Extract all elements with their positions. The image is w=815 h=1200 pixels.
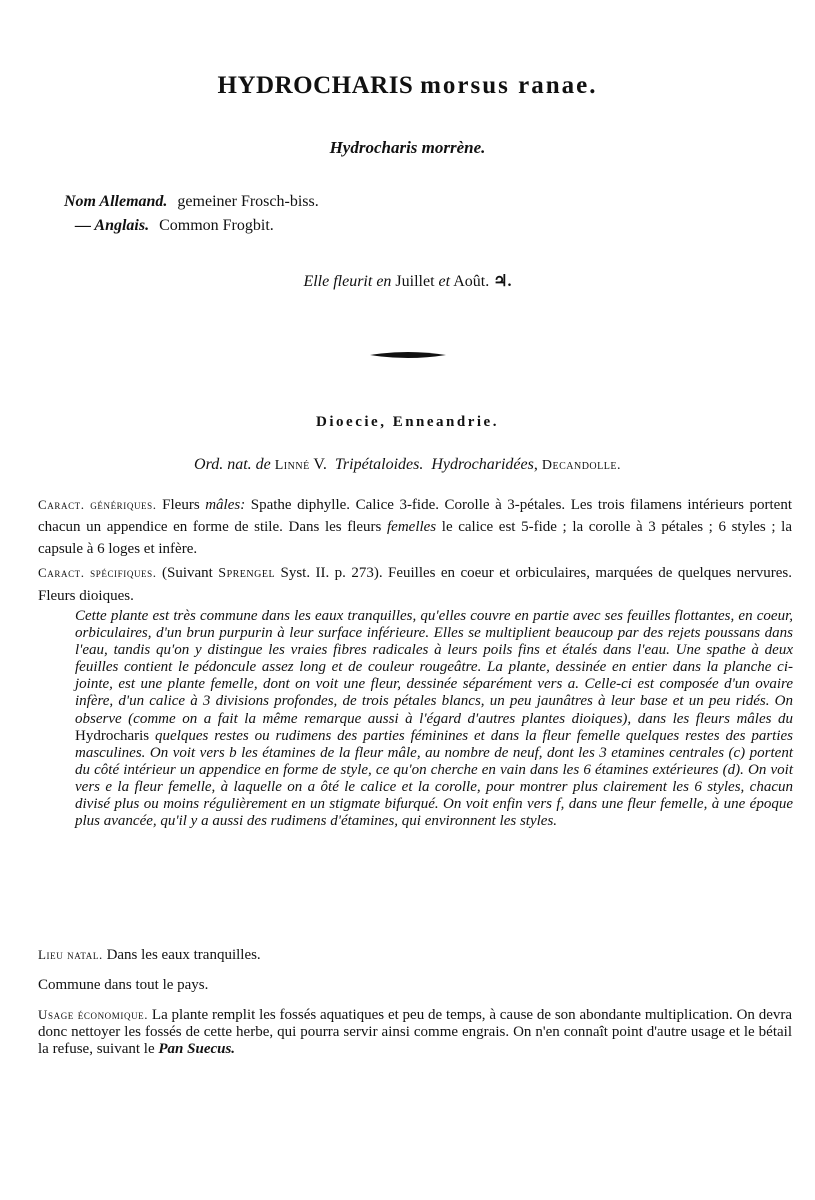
description-paragraph [75, 608, 793, 830]
german-name-row [64, 193, 319, 211]
german-label: Nom Allemand. [64, 193, 168, 210]
generic-text-1: Fleurs [156, 497, 206, 513]
generic-characters [38, 494, 792, 560]
specific-label: Caract. spécifiques. [38, 565, 157, 580]
perennial-symbol: ♃. [493, 273, 512, 290]
description-text-1: Cette plante est très commune dans les eaux tranquilles, qu'elles couvre en partie avec ses feuilles flottantes, en coeur, orbiculaires, d'un brun purpurin à leur surface inférieure. Elles se multiplient beaucoup par des rejets poussans dans l'eau, tandis qu'on y distingue les vraies fibres radicales à leurs poils fins et étalés dans l'eau. Une spathe à deux feuilles contient le pédoncule assez long et de couleur rougeâtre. La plante, dessinée en entier dans la planche ci-jointe, est une plante femelle, dont on voit une fleur, dessinée séparément vers a. Celle-ci est composée d'un ovaire infère, d'un calice à 3 divisions profondes, de trois pétales blancs, un peu jaunâtres à leur base et un peu ridés. On observe (comme on a fait la même remarque aussi à l'égard d'autres plantes dioiques), dans les fleurs mâles du [75, 608, 793, 727]
specific-characters [38, 562, 792, 607]
specific-text-1: (Suivant [156, 565, 219, 581]
natural-order: Ord. nat. de Linné V. Tripétaloides. Hydrocharidées, Decandolle. [194, 456, 621, 473]
ornament-rule-icon [370, 345, 446, 364]
generic-males: mâles: [205, 497, 246, 513]
habitat [38, 944, 792, 966]
flowering-part3: Juillet [395, 273, 435, 290]
usage-label: Usage économique. [38, 1007, 149, 1022]
usage-pan-suecus: Pan Suecus. [158, 1041, 236, 1057]
description-text-2: quelques restes ou rudimens des parties féminines et dans la fleur femelle quelques restes des parties masculines. On voit vers b les étamines de la fleur mâle, au nombre de neuf, dont les 3 etamines centrales (c) portent du côté intérieur un appendice en forme de style, ce qu'on cherche en vain dans les 6 étamines extérieures (d). On voit vers e la fleur femelle, à laquelle on a ôté le calice et la corolle, pour montrer plus clairement les 6 styles, chacun divisé plus ou moins régulièrement en un stigmate bifurqué. On voit enfin vers f, dans une fleur femelle, à une époque plus avancée, qu'il y a aussi des rudimens d'étamines, qui environnent les styles. [75, 727, 793, 830]
linnaean-class: Dioecie, Enneandrie. [316, 414, 499, 430]
flowering-part2: en [376, 273, 392, 290]
flowering-part1: Elle fleurit [303, 273, 373, 290]
english-value: Common Frogbit. [159, 217, 274, 234]
author-decandolle: Decandolle. [541, 458, 621, 473]
genus-name: HYDROCHARIS [217, 72, 414, 99]
english-name-row [75, 217, 274, 235]
usage-text: La plante remplit les fossés aquatiques et peu de temps, à cause de son abondante multiplication. On devra donc nettoyer les fossés de cette herbe, qui pourra servir ainsi comme engrais. On n'en connaît point d'autre usage et le bétail la refuse, suivant le [38, 1007, 793, 1057]
flowering-part4: et [438, 273, 451, 290]
order-numeral: V. [313, 456, 327, 473]
generic-text-3: le calice est 5-fide ; la corolle à 3 pétales ; 6 styles ; la capsule à 6 loges et infère. [38, 519, 792, 557]
order-tripetaloides: Tripétaloides. [334, 456, 424, 473]
description-hydrocharis: Hydrocharis [75, 727, 150, 744]
generic-text-2: Spathe diphylle. Calice 3-fide. Corolle à 3-pétales. Les trois filamens intérieurs portent chacun un appendice en forme de stile. Dans les fleurs [38, 497, 793, 535]
habitat-label: Lieu natal. [38, 947, 103, 962]
flowering-time [0, 271, 815, 291]
author-linne: Linné [274, 458, 310, 473]
habitat-text: Dans les eaux tranquilles. [102, 947, 261, 963]
generic-femelles: femelles [387, 519, 437, 535]
distribution: Commune dans tout le pays. [38, 977, 209, 993]
english-label: — Anglais. [75, 217, 150, 234]
species-name: morsus ranae. [420, 72, 598, 99]
page-title [0, 72, 815, 100]
order-hydrocharidees: Hydrocharidées [431, 456, 534, 473]
specific-text-2: Syst. II. p. 273). Feuilles en coeur et orbiculaires, marquées de quelques nervures. Fleurs dioiques. [38, 565, 792, 604]
german-value: gemeiner Frosch-biss. [177, 193, 319, 210]
economic-usage [38, 1006, 792, 1058]
author-sprengel: Sprengel [218, 566, 276, 581]
flowering-part5: Août. [453, 273, 490, 290]
generic-label: Caract. génériques. [38, 497, 157, 512]
french-common-name: Hydrocharis morrène. [329, 138, 486, 157]
order-prefix: Ord. nat. de [194, 456, 271, 473]
